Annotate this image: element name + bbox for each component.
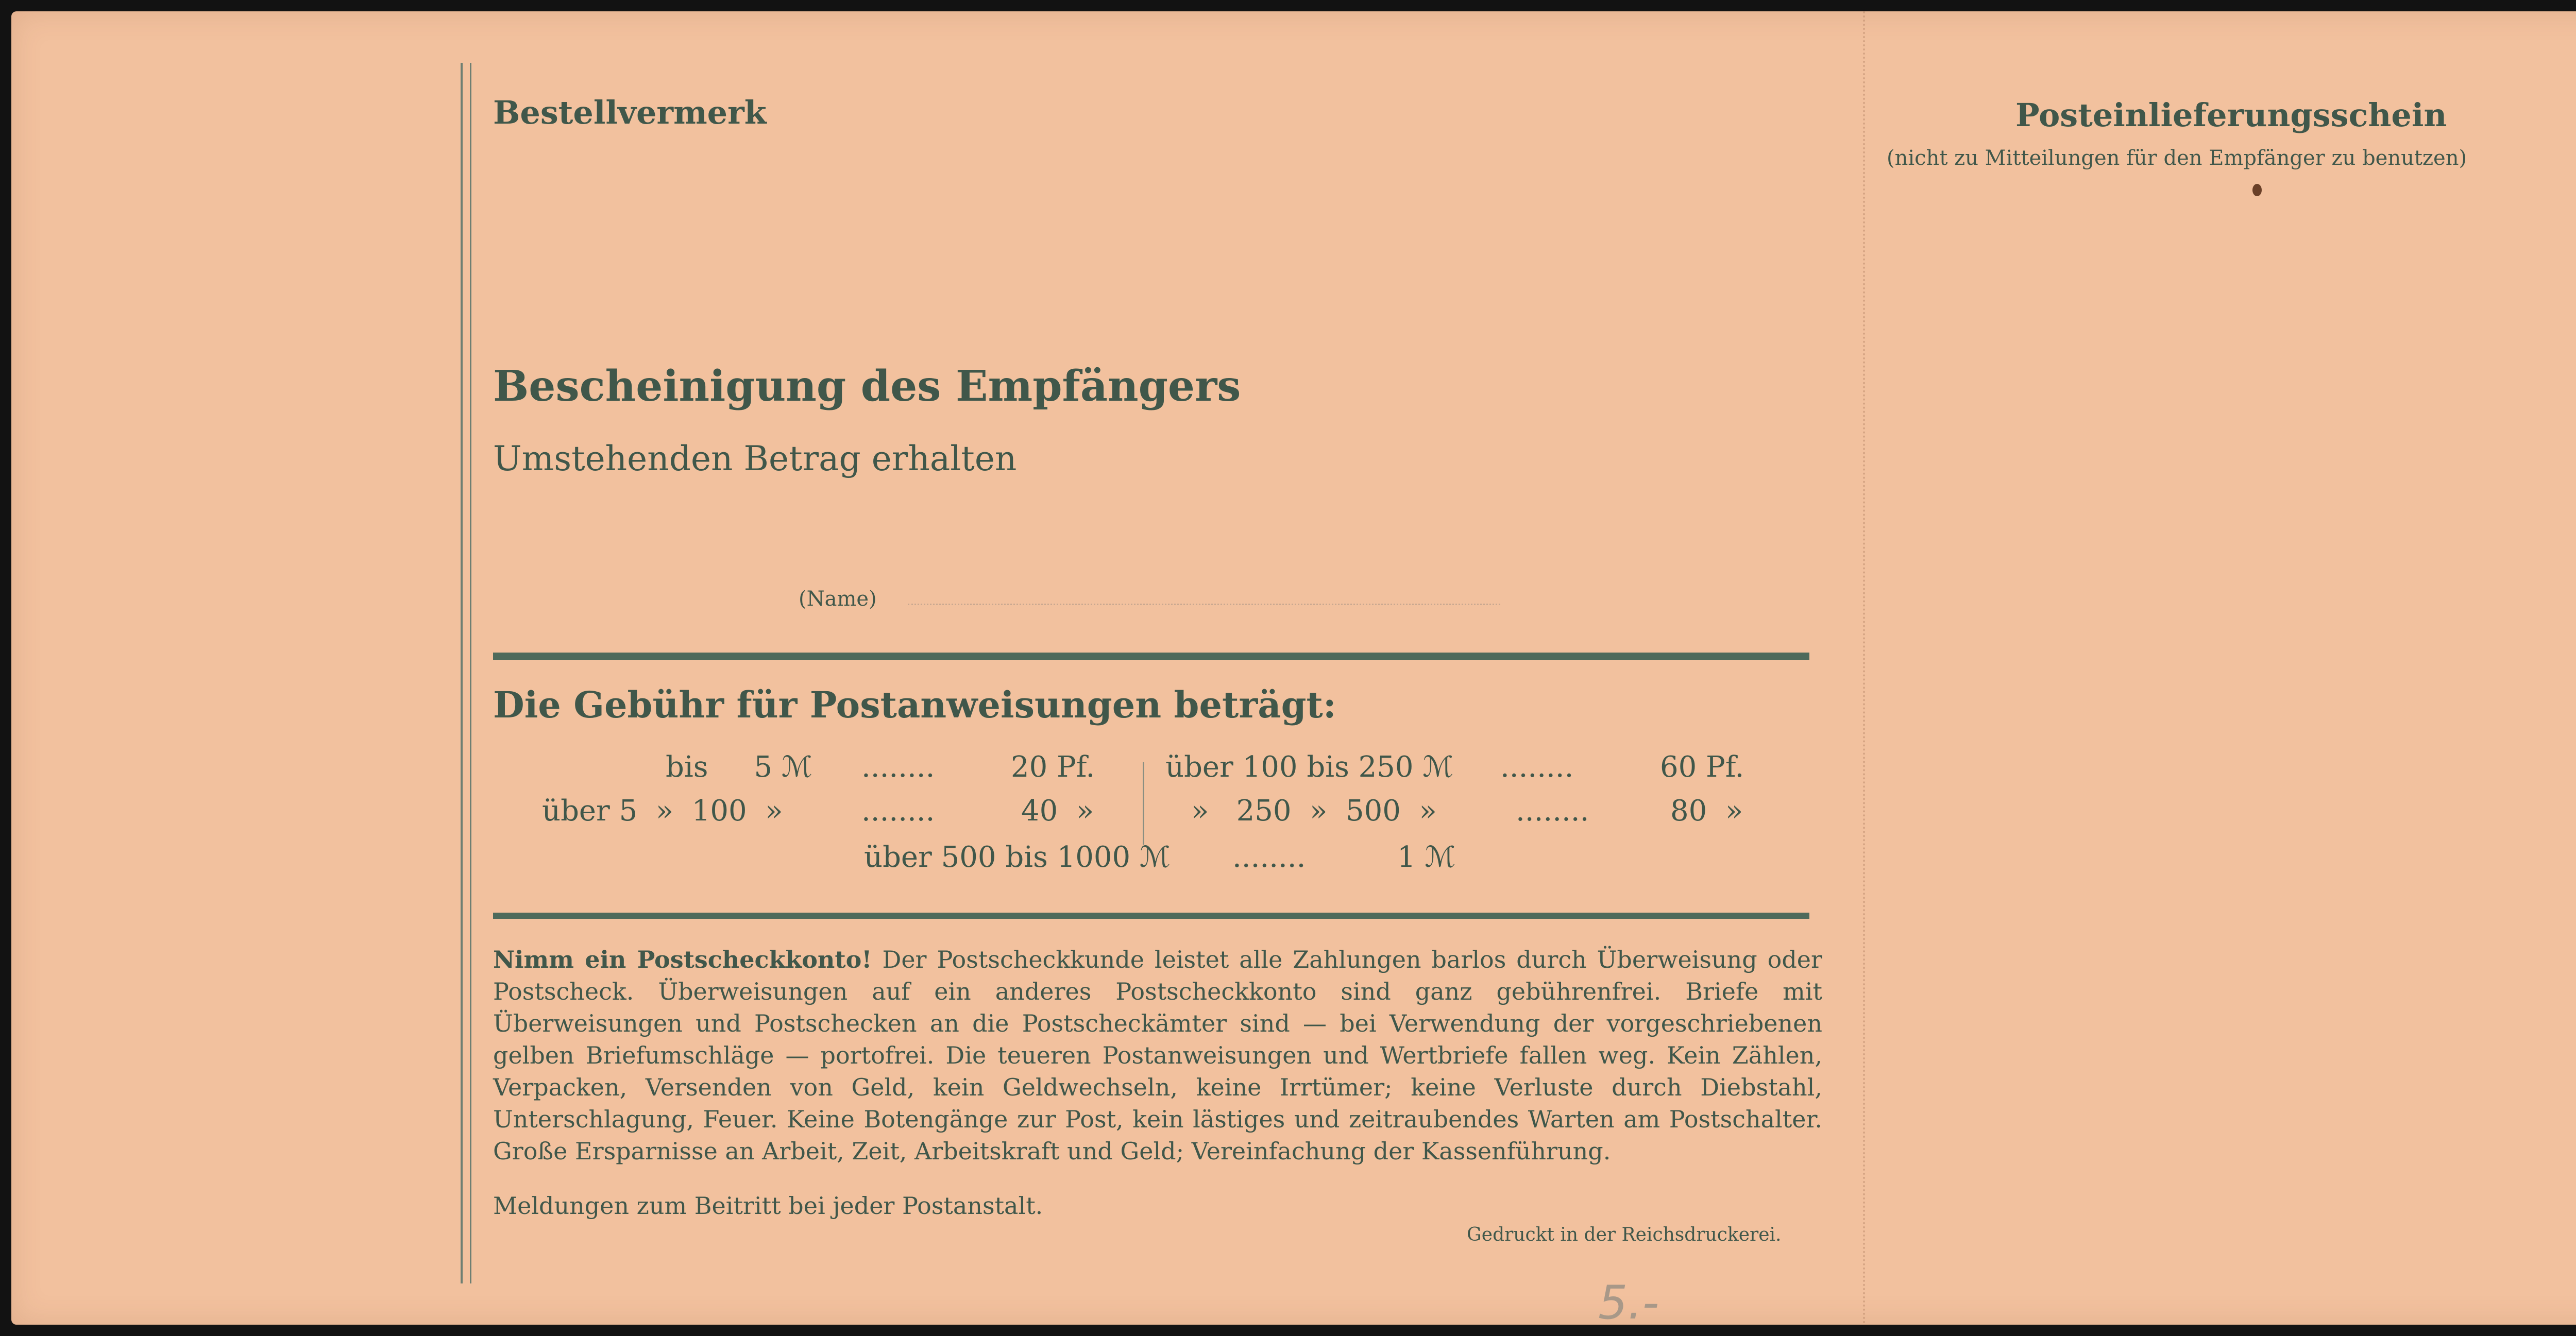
fee-row-5-dots: ........ [1232,841,1306,874]
receipt-title: Posteinlieferungsschein [2015,96,2447,134]
received-text: Umstehenden Betrag erhalten [493,439,1017,478]
fee-row-4-dots: ........ [1516,794,1589,828]
fee-row-5-range: über 500 bis 1000 ℳ [864,841,1171,874]
left-border-line-outer [461,63,463,1283]
postal-check-advert [493,944,1822,1167]
fee-row-3-fee: 60 Pf. [1660,750,1744,784]
fee-row-5-fee: 1 ℳ [1397,841,1456,874]
name-signature-line [908,604,1500,605]
name-label: (Name) [799,587,877,611]
ink-speck [2252,184,2262,196]
order-note-label: Bestellvermerk [493,94,767,131]
perforation-line [1863,11,1865,1325]
advert-footer: Meldungen zum Beitritt bei jeder Postanstalt. [493,1192,1043,1220]
fee-row-3-dots: ........ [1500,750,1574,784]
certificate-title: Bescheinigung des Empfängers [493,362,1241,411]
receipt-subtitle: (nicht zu Mitteilungen für den Empfänger zu benutzen) [1887,146,2467,170]
left-border-line-inner [470,63,471,1283]
fee-row-2-dots: ........ [861,794,935,828]
fee-row-1-fee: 20 Pf. [1011,750,1095,784]
fees-title: Die Gebühr für Postanweisungen beträgt: [493,683,1336,726]
fee-row-3-range: über 100 bis 250 ℳ [1165,750,1454,784]
advert-lead: Nimm ein Postscheckkonto! [493,946,872,973]
top-fee-rule [493,653,1809,660]
fee-row-1-range: bis 5 ℳ [666,750,812,784]
fee-row-4-fee: 80 » [1670,794,1743,828]
fee-row-2-range: über 5 » 100 » [542,794,783,828]
advert-text: Der Postscheckkunde leistet alle Zahlungen barlos durch Überweisung oder Postscheck. Überweisungen auf ein anderes Postscheckkonto sind ganz gebührenfrei. Briefe mit Überweisungen und Postschecken an die Postscheckämter sind — bei Verwendung der vorgeschriebenen gelben Briefumschläge — portofrei. Die teueren Postanweisungen und Wertbriefe fallen weg. Kein Zählen, Verpacken, Versenden von Geld, kein Geldwechseln, keine Irrtümer; keine Verluste durch Diebstahl, Unterschlagung, Feuer. Keine Botengänge zur Post, kein lästiges und zeitraubendes Warten am Postschalter. Große Ersparnisse an Arbeit, Zeit, Arbeitskraft und Geld; Vereinfachung der Kassenführung. [493,946,1822,1165]
postal-form-card [11,11,2576,1330]
pencil-annotation: 5.- [1598,1276,1659,1330]
fee-row-2-fee: 40 » [1021,794,1094,828]
fee-column-separator [1143,762,1144,845]
fee-row-1-dots: ........ [861,750,935,784]
fee-row-4-range: » 250 » 500 » [1191,794,1437,828]
printer-note: Gedruckt in der Reichsdruckerei. [1467,1224,1782,1245]
bottom-fee-rule [493,913,1809,919]
